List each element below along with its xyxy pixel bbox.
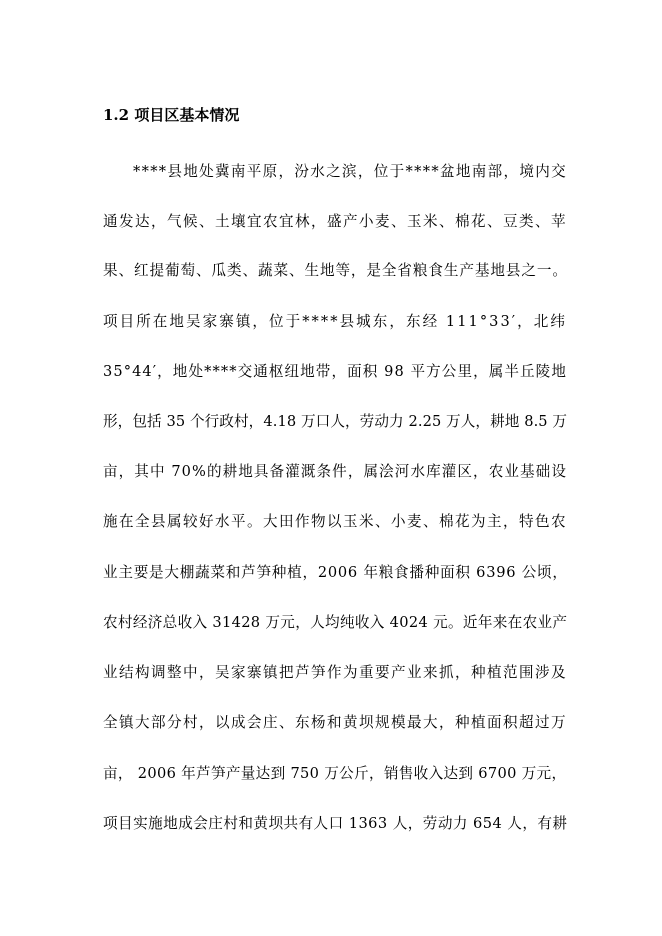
paragraph-line: 业结构调整中，吴家寨镇把芦笋作为重要产业来抓，种植范围涉及 bbox=[103, 664, 568, 681]
paragraph-line: 全镇大部分村，以成会庄、东杨和黄坝规模最大，种植面积超过万 bbox=[103, 714, 568, 731]
paragraph-line: 果、红提葡萄、瓜类、蔬菜、生地等，是全省粮食生产基地县之一。 bbox=[103, 262, 568, 279]
paragraph-line: 农村经济总收入 31428 万元，人均纯收入 4024 元。近年来在农业产 bbox=[103, 614, 568, 631]
paragraph-line: 35°44′，地处****交通枢纽地带，面积 98 平方公里，属半丘陵地 bbox=[103, 363, 567, 380]
paragraph-line: 项目所在地吴家寨镇，位于****县城东，东经 111°33′，北纬 bbox=[103, 313, 567, 330]
paragraph-line: 亩，其中 70%的耕地具备灌溉条件，属浍河水库灌区，农业基础设 bbox=[103, 463, 567, 480]
paragraph-line: 业主要是大棚蔬菜和芦笋种植，2006 年粮食播种面积 6396 公顷， bbox=[103, 564, 568, 581]
section-heading: 1.2 项目区基本情况 bbox=[103, 106, 240, 124]
paragraph-line: 施在全县属较好水平。大田作物以玉米、小麦、棉花为主，特色农 bbox=[103, 513, 568, 530]
paragraph-line: 形，包括 35 个行政村，4.18 万口人，劳动力 2.25 万人，耕地 8.5 万 bbox=[103, 413, 568, 430]
paragraph-line: 亩， 2006 年芦笋产量达到 750 万公斤，销售收入达到 6700 万元， bbox=[103, 765, 567, 782]
paragraph-line: ****县地处冀南平原，汾水之滨，位于****盆地南部，境内交 bbox=[133, 163, 567, 180]
paragraph-line: 通发达，气候、土壤宜农宜林，盛产小麦、玉米、棉花、豆类、苹 bbox=[103, 213, 568, 230]
paragraph-line: 项目实施地成会庄村和黄坝共有人口 1363 人，劳动力 654 人，有耕 bbox=[103, 815, 568, 832]
